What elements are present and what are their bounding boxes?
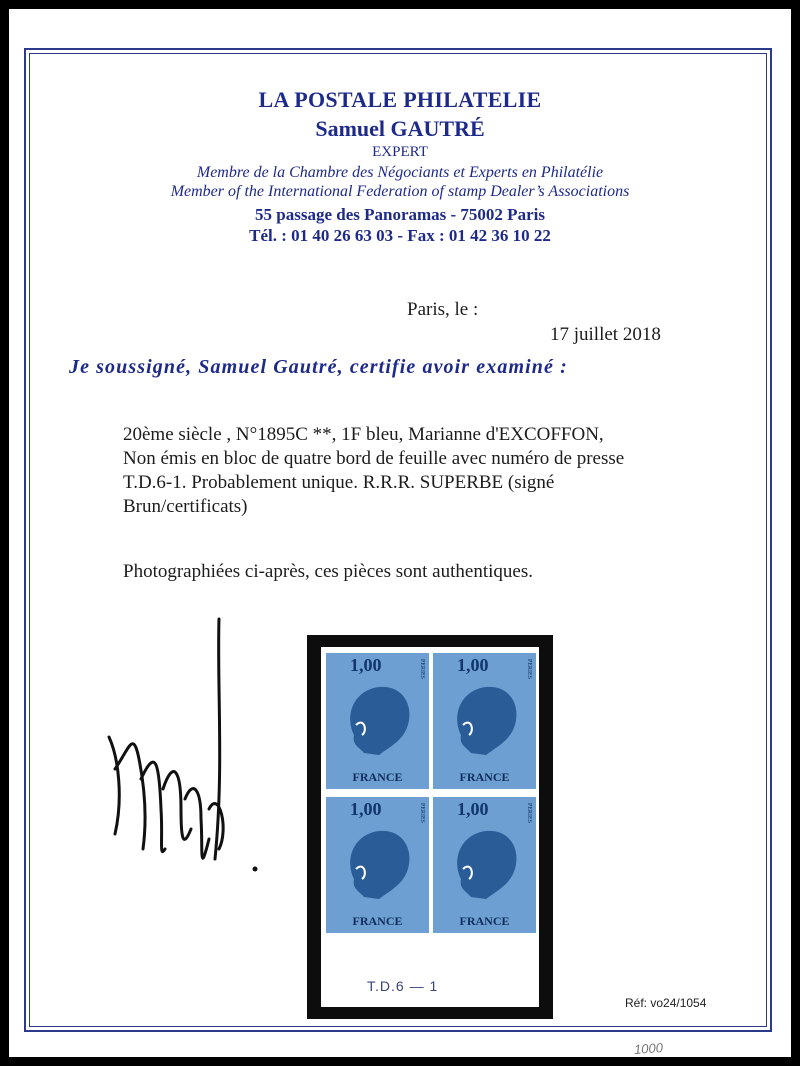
marianne-portrait-icon: [441, 675, 521, 765]
stamp: [433, 653, 536, 789]
authenticity-statement: Photographiées ci-après, ces pièces sont authentiques.: [123, 561, 533, 582]
stamp: [326, 797, 429, 933]
description-line: Brun/certificats): [123, 496, 248, 517]
reference-number: Réf: vo24/1054: [625, 996, 707, 1010]
stamp-printer: PERIES: [526, 659, 532, 680]
description-line: Non émis en bloc de quatre bord de feuille avec numéro de presse: [123, 448, 625, 469]
stamp-value: 1,00: [350, 799, 382, 819]
stamp-value: 1,00: [350, 655, 382, 675]
stamp-block: [307, 635, 553, 1019]
membership-fr: Membre de la Chambre des Négociants et Experts en Philatélie: [196, 164, 604, 181]
marianne-portrait-icon: [334, 675, 414, 765]
stamp-printer: PERIES: [419, 659, 425, 680]
stamp-country: FRANCE: [352, 914, 403, 928]
stamp-country: FRANCE: [352, 770, 403, 784]
description-line: T.D.6-1. Probablement unique. R.R.R. SUPERBE (signé: [123, 472, 555, 493]
press-number: T.D.6 — 1: [367, 978, 439, 994]
stamp-printer: PERIES: [526, 803, 532, 824]
stamp-value: 1,00: [457, 799, 489, 819]
signature: [69, 609, 269, 909]
stamp-value: 1,00: [457, 655, 489, 675]
membership-en: Member of the International Federation of stamp Dealer’s Associations: [170, 183, 630, 200]
expert-title: EXPERT: [372, 144, 428, 160]
certificate-date: 17 juillet 2018: [550, 324, 661, 345]
place-label: Paris, le :: [407, 299, 479, 320]
stamp-country: FRANCE: [459, 914, 510, 928]
handwritten-note: 1000: [633, 1040, 664, 1057]
company-name: LA POSTALE PHILATELIE: [258, 87, 542, 112]
stamp: [433, 797, 536, 933]
expert-name: Samuel GAUTRÉ: [315, 116, 485, 141]
phone-fax: Tél. : 01 40 26 63 03 - Fax : 01 42 36 10 22: [249, 226, 551, 245]
certification-statement: Je soussigné, Samuel Gautré, certifie avoir examiné :: [69, 356, 568, 378]
stamp-description: [123, 423, 763, 519]
description-line: 20ème siècle , N°1895C **, 1F bleu, Marianne d'EXCOFFON,: [123, 424, 604, 445]
stamp-printer: PERIES: [419, 803, 425, 824]
marianne-portrait-icon: [441, 819, 521, 909]
stamp-pane: [321, 647, 539, 1007]
certificate-sheet: [9, 9, 791, 1057]
address: 55 passage des Panoramas - 75002 Paris: [255, 205, 545, 224]
stamp: [326, 653, 429, 789]
stamp-country: FRANCE: [459, 770, 510, 784]
marianne-portrait-icon: [334, 819, 414, 909]
